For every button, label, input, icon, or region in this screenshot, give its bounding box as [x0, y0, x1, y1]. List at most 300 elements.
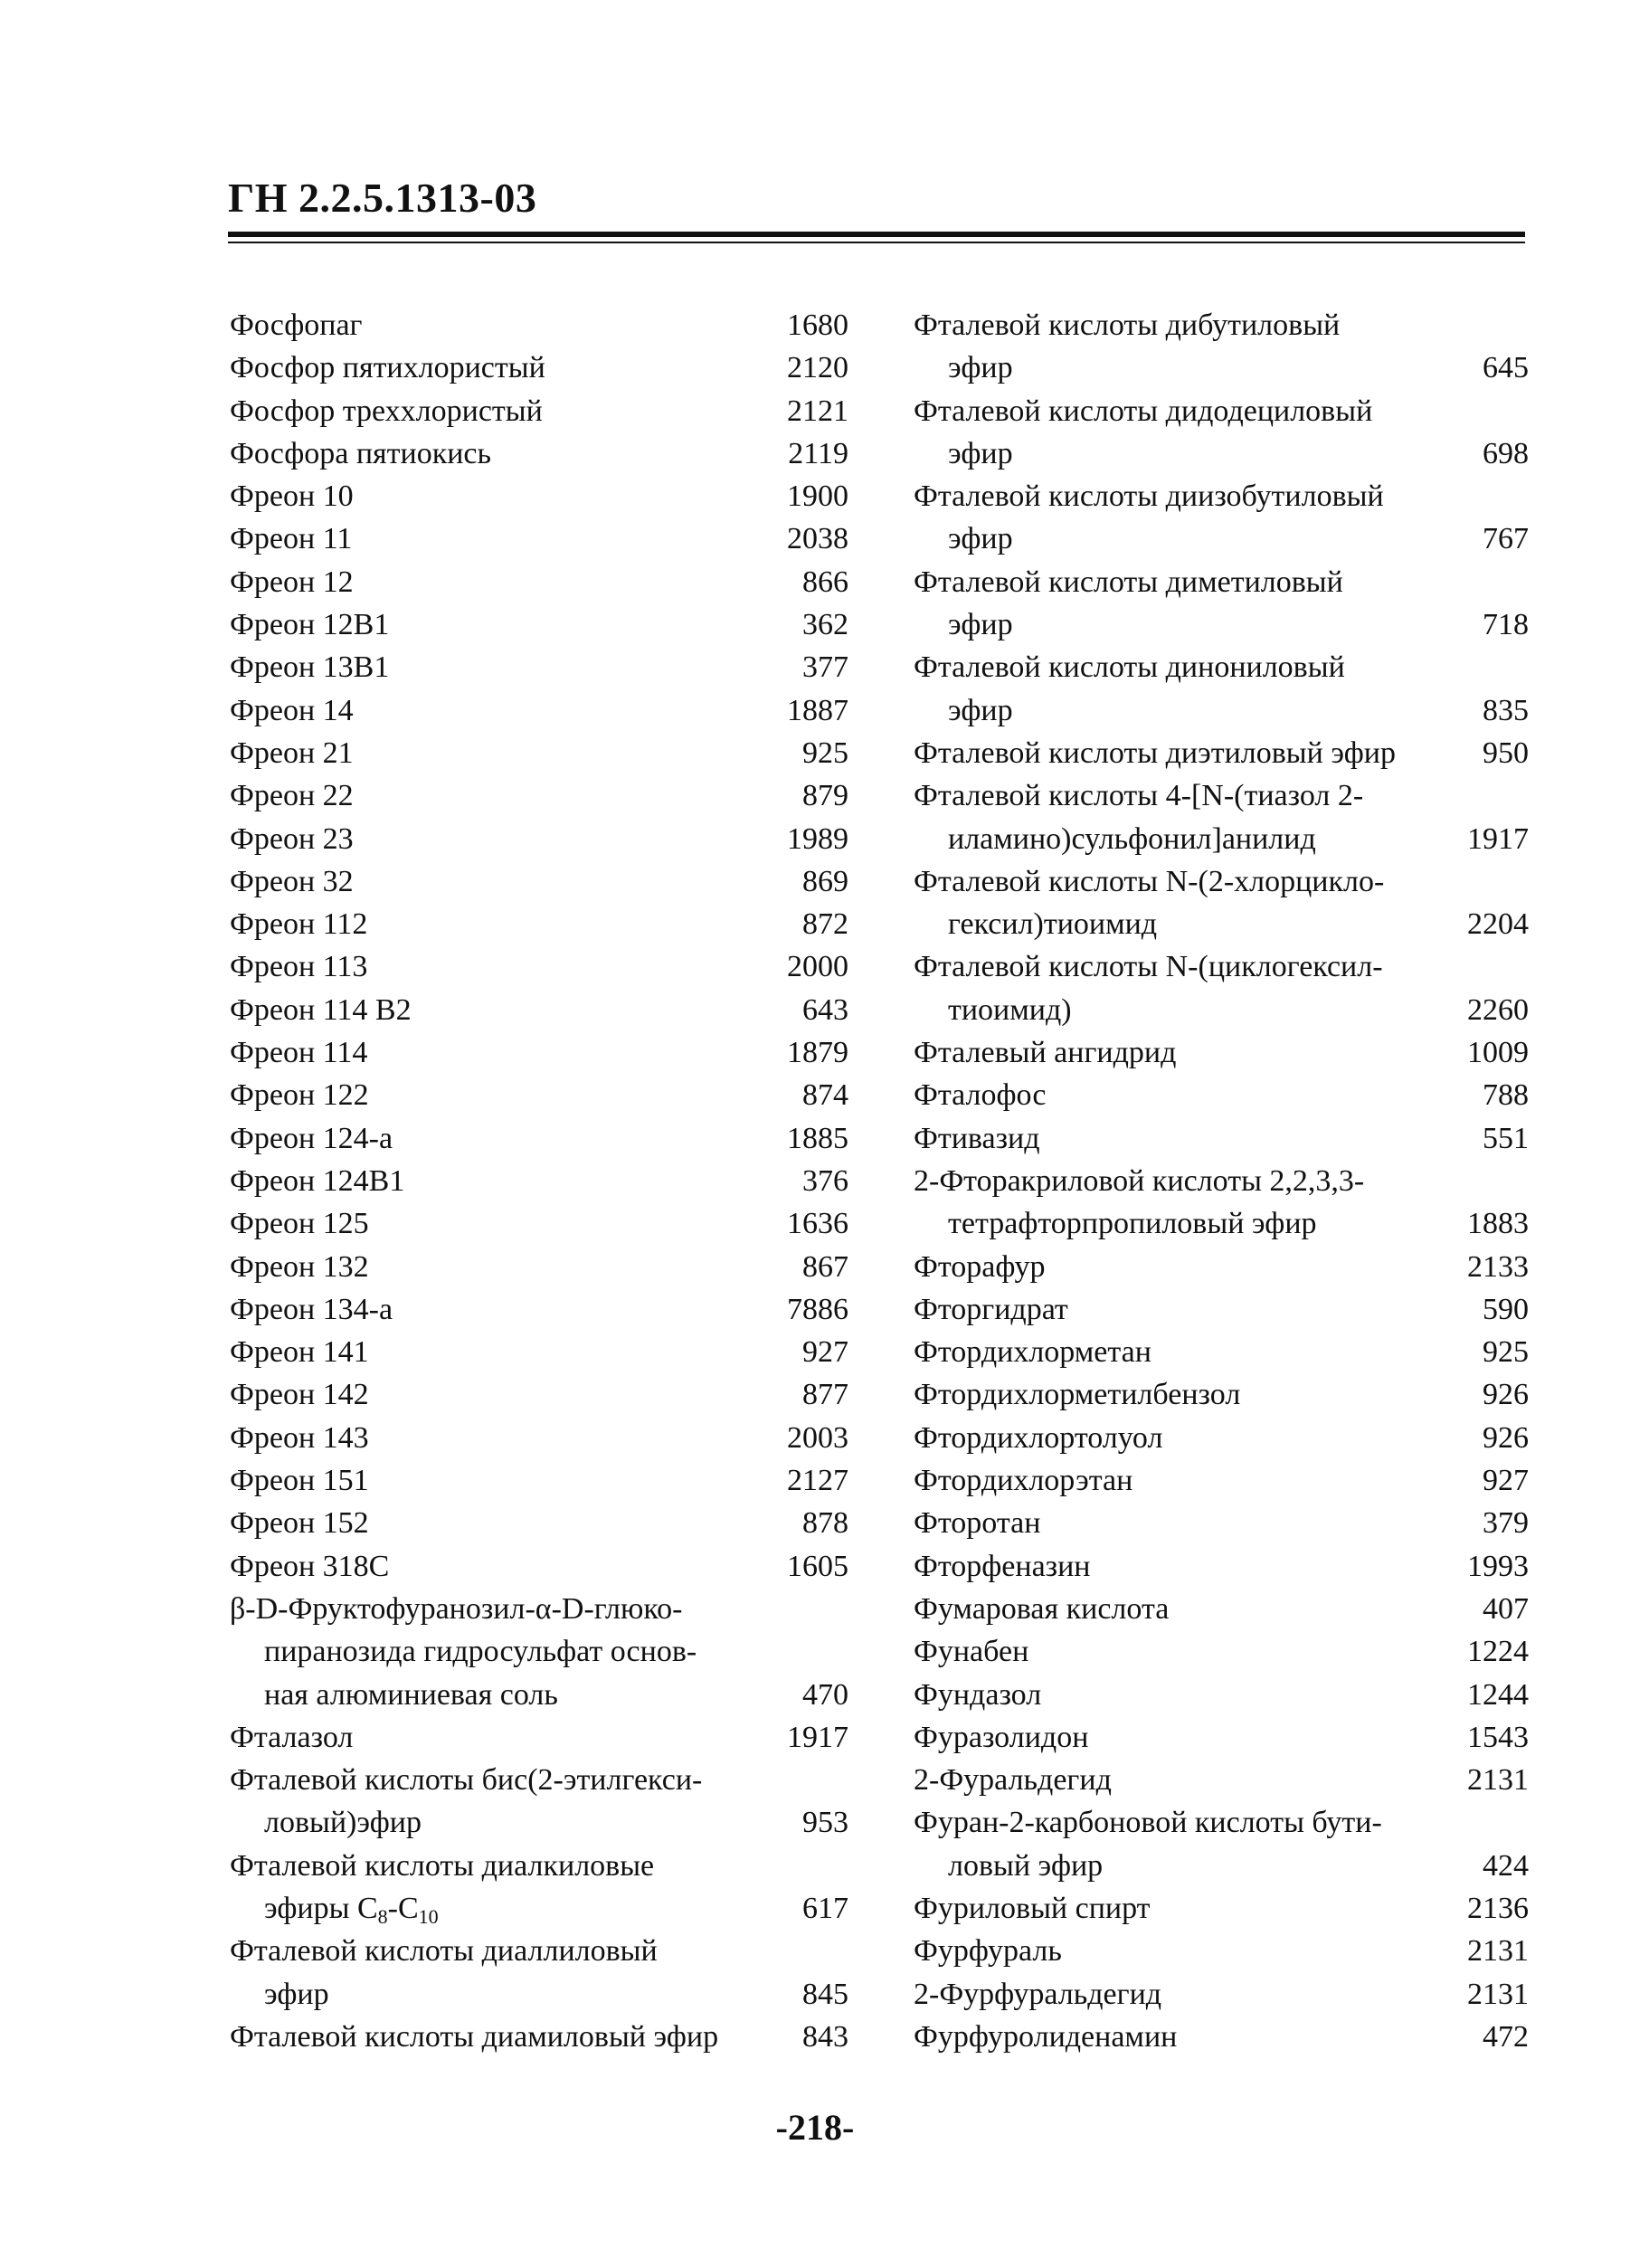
- index-term: Фреон 318С: [230, 1549, 390, 1583]
- index-entry-line: [914, 774, 1529, 817]
- index-entry: [230, 517, 848, 560]
- index-entry: [230, 1160, 848, 1202]
- index-entry-line: [230, 1117, 848, 1160]
- index-entry-line: [230, 432, 848, 475]
- index-term: β-D-Фруктофуранозил-α-D-глюко-: [230, 1591, 683, 1626]
- index-entry-line: [230, 818, 848, 860]
- index-page-ref: 377: [802, 650, 848, 685]
- index-entry-line: [914, 1031, 1529, 1074]
- index-entry-line: [914, 603, 1529, 646]
- index-term: пиранозида гидросульфат основ-: [264, 1635, 697, 1669]
- index-entry-line: [914, 475, 1529, 517]
- index-term: Фунабен: [914, 1635, 1029, 1669]
- index-term: Фреон 142: [230, 1378, 369, 1412]
- index-entry-line: [914, 304, 1529, 346]
- index-page-ref: 470: [802, 1677, 848, 1712]
- index-page-ref: 1917: [1467, 821, 1529, 856]
- index-entry-line: [230, 945, 848, 988]
- index-entry-line: [914, 1930, 1529, 1972]
- index-term: Фреон 22: [230, 779, 354, 813]
- index-term: Фталевой кислоты дибутиловый: [914, 308, 1341, 342]
- index-term: Фреон 10: [230, 479, 354, 514]
- index-term: Фреон 125: [230, 1207, 369, 1241]
- index-term: Фреон 112: [230, 907, 368, 942]
- index-entry-line: [230, 1202, 848, 1245]
- index-entry-line: [914, 1074, 1529, 1116]
- index-term: Фреон 143: [230, 1420, 369, 1455]
- index-entry: [914, 1074, 1529, 1116]
- index-entry-line: [914, 1588, 1529, 1630]
- index-page-ref: 2133: [1467, 1249, 1529, 1284]
- index-page-ref: 643: [802, 992, 848, 1027]
- index-term: Фталевой кислоты диметиловый: [914, 565, 1343, 599]
- index-page-ref: 925: [1483, 1335, 1529, 1370]
- index-term: Фреон 152: [230, 1506, 369, 1541]
- index-entry-line: [230, 1074, 848, 1116]
- index-entry-line: [914, 1973, 1529, 2016]
- index-page-ref: 867: [802, 1249, 848, 1284]
- index-entry: [230, 1031, 848, 1074]
- index-page-ref: 379: [1483, 1506, 1529, 1541]
- index-term: Фталевый ангидрид: [914, 1036, 1177, 1070]
- index-entry: [914, 945, 1529, 1031]
- index-entry-line: [230, 1502, 848, 1544]
- index-entry-line: [914, 1716, 1529, 1759]
- index-term: Фреон 141: [230, 1335, 369, 1370]
- index-entry: [230, 1288, 848, 1331]
- index-term: Фреон 114: [230, 1036, 368, 1070]
- index-page-ref: 551: [1483, 1121, 1529, 1155]
- index-page-ref: 590: [1483, 1292, 1529, 1326]
- index-page-ref: 2119: [788, 436, 848, 470]
- index-entry-line: [230, 1801, 848, 1844]
- index-column-right: [914, 304, 1529, 2058]
- index-entry-line: [230, 1588, 848, 1630]
- index-entry-line: [230, 989, 848, 1031]
- index-entry-line: [230, 1845, 848, 1887]
- index-term: гексил)тиоимид: [948, 907, 1158, 942]
- index-entry: [230, 903, 848, 945]
- index-page-ref: 2038: [787, 522, 848, 556]
- index-entry: [230, 646, 848, 688]
- index-entry-line: [230, 732, 848, 774]
- index-entry-line: [914, 1288, 1529, 1331]
- index-term: эфир: [948, 608, 1013, 642]
- index-term: Фуран-2-карбоновой кислоты бути-: [914, 1806, 1382, 1840]
- index-entry: [914, 304, 1529, 390]
- index-term: Фреон 124-а: [230, 1121, 393, 1155]
- index-term: Фреон 12: [230, 565, 354, 599]
- index-term: Фторфеназин: [914, 1549, 1091, 1583]
- index-term: Фреон 12В1: [230, 608, 390, 642]
- index-term: Фталевой кислоты 4-[N-(тиазол 2-: [914, 779, 1364, 813]
- index-term: Фталевой кислоты бис(2-этилгекси-: [230, 1763, 703, 1798]
- index-term: Фуразолидон: [914, 1720, 1089, 1754]
- index-page-ref: 1917: [787, 1720, 848, 1754]
- index-entry-line: [914, 1331, 1529, 1373]
- index-entry-line: [914, 1502, 1529, 1544]
- index-entry: [914, 860, 1529, 946]
- index-entry: [230, 1588, 848, 1716]
- index-entry-line: [914, 1459, 1529, 1502]
- index-term: Фреон 113: [230, 950, 368, 984]
- index-term: тетрафторпропиловый эфир: [948, 1207, 1317, 1241]
- index-entry-line: [914, 2016, 1529, 2058]
- index-entry: [914, 475, 1529, 561]
- index-entry: [230, 1930, 848, 2016]
- index-term: Фосфопаг: [230, 308, 363, 342]
- index-column-left: [230, 304, 848, 2058]
- index-entry-line: [230, 517, 848, 560]
- index-entry: [914, 1459, 1529, 1502]
- index-term: Фреон 134-а: [230, 1292, 393, 1326]
- index-entry: [230, 1759, 848, 1845]
- index-entry-line: [914, 818, 1529, 860]
- index-term: Фталевой кислоты диалкиловые: [230, 1848, 655, 1883]
- index-page-ref: 843: [802, 2019, 848, 2054]
- index-entry-line: [230, 1630, 848, 1673]
- index-entry-line: [230, 1459, 848, 1502]
- index-entry-line: [230, 903, 848, 945]
- index-page-ref: 2131: [1467, 1934, 1529, 1969]
- index-entry-line: [230, 603, 848, 646]
- index-term: Фреон 132: [230, 1249, 369, 1284]
- index-page-ref: 926: [1483, 1420, 1529, 1455]
- index-entry-line: [230, 1246, 848, 1288]
- index-entry: [230, 1502, 848, 1544]
- index-term: Фреон 13В1: [230, 650, 390, 685]
- index-term: Фурфураль: [914, 1934, 1062, 1969]
- index-entry-line: [230, 1417, 848, 1459]
- index-page-ref: 1883: [1467, 1207, 1529, 1241]
- index-entry: [230, 1331, 848, 1373]
- index-page-ref: 2000: [787, 950, 848, 984]
- index-term: эфир: [948, 693, 1013, 727]
- index-term: эфир: [948, 351, 1013, 385]
- index-entry: [230, 304, 848, 346]
- index-term: Фталевой кислоты дидодециловый: [914, 394, 1373, 428]
- index-term: Фурфуролиденамин: [914, 2019, 1178, 2054]
- index-entry: [914, 774, 1529, 860]
- index-entry: [914, 2016, 1529, 2058]
- index-page-ref: 866: [802, 565, 848, 599]
- index-term: Фреон 151: [230, 1464, 369, 1498]
- index-entry-line: [914, 561, 1529, 603]
- index-entry-line: [914, 1759, 1529, 1801]
- index-entry: [914, 390, 1529, 476]
- index-entry: [914, 1502, 1529, 1544]
- index-entry: [914, 1801, 1529, 1887]
- index-entry-line: [914, 1674, 1529, 1716]
- index-term: Фосфора пятиокись: [230, 436, 492, 470]
- index-term: ловый)эфир: [264, 1806, 422, 1840]
- index-entry: [230, 945, 848, 988]
- index-entry-line: [914, 517, 1529, 560]
- index-term: Фтордихлорэтан: [914, 1464, 1133, 1498]
- index-term: эфир: [264, 1977, 329, 2011]
- index-term: ловый эфир: [948, 1848, 1104, 1883]
- index-entry: [230, 1117, 848, 1160]
- index-term: Фторгидрат: [914, 1292, 1068, 1326]
- index-entry-line: [230, 346, 848, 389]
- index-entry-line: [914, 1202, 1529, 1245]
- index-page-ref: 925: [802, 735, 848, 770]
- index-page-ref: 1989: [787, 821, 848, 856]
- index-page-ref: 1885: [787, 1121, 848, 1155]
- index-term: Фталевой кислоты N-(2-хлорцикло-: [914, 864, 1385, 898]
- index-entry: [914, 1331, 1529, 1373]
- index-term: Фтордихлорметилбензол: [914, 1378, 1241, 1412]
- index-page-ref: 869: [802, 864, 848, 898]
- index-entry-line: [914, 1417, 1529, 1459]
- index-page-ref: 2136: [1467, 1891, 1529, 1925]
- index-page-ref: 788: [1483, 1078, 1529, 1113]
- index-term: Фреон 23: [230, 821, 354, 856]
- index-entry: [230, 1202, 848, 1245]
- index-entry-line: [230, 689, 848, 732]
- index-page-ref: 2121: [787, 394, 848, 428]
- index-term: Фторафур: [914, 1249, 1046, 1284]
- index-term: Фталевой кислоты диамиловый эфир: [230, 2019, 719, 2054]
- index-page-ref: 872: [802, 907, 848, 942]
- index-term: иламино)сульфонил]анилид: [948, 821, 1316, 856]
- index-entry: [230, 1074, 848, 1116]
- index-term: эфиры $C_8-C_{10}$: [264, 1891, 439, 1928]
- index-term: Фталевой кислоты N-(циклогексил-: [914, 950, 1383, 984]
- index-entry-line: [914, 1630, 1529, 1673]
- index-entry-line: [230, 1887, 848, 1930]
- index-entry: [230, 561, 848, 603]
- index-entry: [914, 1545, 1529, 1588]
- index-entry-line: [230, 1759, 848, 1801]
- index-entry: [914, 1887, 1529, 1930]
- header-rule-thick: [228, 232, 1525, 237]
- index-page-ref: 845: [802, 1977, 848, 2011]
- index-page-ref: 767: [1483, 522, 1529, 556]
- index-page-ref: 698: [1483, 436, 1529, 470]
- page-number: -218-: [775, 2107, 855, 2148]
- index-term: Фреон 124В1: [230, 1163, 405, 1198]
- index-entry: [230, 818, 848, 860]
- index-entry: [914, 1117, 1529, 1160]
- index-page-ref: 2204: [1467, 907, 1529, 942]
- document-code-title: ГН 2.2.5.1313-03: [228, 175, 537, 221]
- index-entry: [914, 1373, 1529, 1416]
- index-entry-line: [230, 1160, 848, 1202]
- index-term: Фуриловый спирт: [914, 1891, 1151, 1925]
- index-entry: [914, 1160, 1529, 1246]
- index-entry-line: [914, 989, 1529, 1031]
- index-term: Фталевой кислоты диизобутиловый: [914, 479, 1384, 514]
- index-entry: [230, 732, 848, 774]
- index-page-ref: 1636: [787, 1207, 848, 1241]
- index-term: Фтордихлортолуол: [914, 1420, 1163, 1455]
- index-entry: [230, 346, 848, 389]
- index-term: Фреон 14: [230, 693, 354, 727]
- index-page-ref: 2003: [787, 1420, 848, 1455]
- index-page-ref: 835: [1483, 693, 1529, 727]
- index-entry: [230, 390, 848, 432]
- index-entry-line: [914, 1887, 1529, 1930]
- index-page-ref: 879: [802, 779, 848, 813]
- index-entry: [230, 603, 848, 646]
- index-entry-line: [230, 1973, 848, 2016]
- index-page-ref: 877: [802, 1378, 848, 1412]
- index-entry-line: [230, 1288, 848, 1331]
- index-entry: [914, 1930, 1529, 1972]
- index-entry-line: [230, 304, 848, 346]
- index-entry-line: [230, 774, 848, 817]
- index-page-ref: 2127: [787, 1464, 848, 1498]
- index-entry: [230, 1417, 848, 1459]
- index-page-ref: 1543: [1467, 1720, 1529, 1754]
- index-page-ref: 424: [1483, 1848, 1529, 1883]
- index-page-ref: 2120: [787, 351, 848, 385]
- index-entry: [914, 1630, 1529, 1673]
- index-term: Фтивазид: [914, 1121, 1040, 1155]
- index-page-ref: 472: [1483, 2019, 1529, 2054]
- index-entry: [230, 774, 848, 817]
- index-entry-line: [914, 860, 1529, 903]
- index-term: ная алюминиевая соль: [264, 1677, 558, 1712]
- index-page-ref: 2260: [1467, 992, 1529, 1027]
- index-page-ref: 927: [1483, 1464, 1529, 1498]
- index-entry: [914, 1417, 1529, 1459]
- index-page-ref: 926: [1483, 1378, 1529, 1412]
- index-entry-line: [230, 1545, 848, 1588]
- index-term: Фумаровая кислота: [914, 1591, 1170, 1626]
- index-entry: [914, 732, 1529, 774]
- index-entry: [914, 1588, 1529, 1630]
- index-page-ref: 1244: [1467, 1677, 1529, 1712]
- index-entry-line: [914, 1246, 1529, 1288]
- index-entry-line: [230, 1930, 848, 1972]
- index-entry-line: [230, 1031, 848, 1074]
- index-term: тиоимид): [948, 992, 1072, 1027]
- index-entry-line: [914, 689, 1529, 732]
- index-entry-line: [914, 1117, 1529, 1160]
- index-entry-line: [914, 732, 1529, 774]
- index-entry-line: [230, 646, 848, 688]
- index-term: Фталевой кислоты динониловый: [914, 650, 1345, 685]
- index-entry-line: [230, 475, 848, 517]
- index-page-ref: 362: [802, 608, 848, 642]
- index-entry-line: [914, 1373, 1529, 1416]
- index-entry: [230, 689, 848, 732]
- index-entry-line: [914, 432, 1529, 475]
- index-page-ref: 7886: [787, 1292, 848, 1326]
- index-term: Фосфор треххлористый: [230, 394, 543, 428]
- index-term: эфир: [948, 436, 1013, 470]
- header-rule-thin: [228, 242, 1525, 243]
- index-term: Фреон 21: [230, 735, 354, 770]
- index-entry: [914, 1674, 1529, 1716]
- index-entry: [230, 1716, 848, 1759]
- index-page-ref: 953: [802, 1806, 848, 1840]
- index-term: 2-Фурфуральдегид: [914, 1977, 1162, 2011]
- index-entry-line: [914, 1160, 1529, 1202]
- index-entry: [230, 432, 848, 475]
- index-term: Фреон 11: [230, 522, 353, 556]
- index-entry-line: [230, 561, 848, 603]
- index-page-ref: 718: [1483, 608, 1529, 642]
- index-entry-line: [914, 903, 1529, 945]
- index-term: Фтордихлорметан: [914, 1335, 1151, 1370]
- index-term: Фосфор пятихлористый: [230, 351, 545, 385]
- index-term: Фреон 122: [230, 1078, 369, 1113]
- index-entry-line: [914, 945, 1529, 988]
- index-page-ref: 1879: [787, 1036, 848, 1070]
- index-entry: [914, 1716, 1529, 1759]
- index-page-ref: 2131: [1467, 1763, 1529, 1798]
- index-page-ref: 874: [802, 1078, 848, 1113]
- index-page-ref: 1009: [1467, 1036, 1529, 1070]
- index-page-ref: 927: [802, 1335, 848, 1370]
- index-entry-line: [230, 1716, 848, 1759]
- index-entry-line: [914, 346, 1529, 389]
- index-term: Фреон 32: [230, 864, 354, 898]
- index-page-ref: 1887: [787, 693, 848, 727]
- index-term: 2-Фуральдегид: [914, 1763, 1112, 1798]
- index-page-ref: 950: [1483, 735, 1529, 770]
- index-entry: [230, 989, 848, 1031]
- index-entry: [914, 1973, 1529, 2016]
- index-entry: [230, 475, 848, 517]
- index-page-ref: 617: [802, 1891, 848, 1925]
- index-entry-line: [230, 390, 848, 432]
- index-page-ref: 1224: [1467, 1635, 1529, 1669]
- index-page-ref: 376: [802, 1163, 848, 1198]
- index-entry: [914, 646, 1529, 732]
- index-entry-line: [230, 1331, 848, 1373]
- index-entry-line: [914, 390, 1529, 432]
- index-entry: [230, 1373, 848, 1416]
- index-page-ref: 2131: [1467, 1977, 1529, 2011]
- index-term: Фталазол: [230, 1720, 354, 1754]
- index-entry-line: [914, 646, 1529, 688]
- index-entry: [230, 2016, 848, 2058]
- index-entry: [914, 1031, 1529, 1074]
- index-entry: [230, 1246, 848, 1288]
- index-term: Фталофос: [914, 1078, 1047, 1113]
- index-entry-line: [230, 1674, 848, 1716]
- index-entry-line: [914, 1801, 1529, 1844]
- index-entry: [230, 1459, 848, 1502]
- index-entry-line: [230, 860, 848, 903]
- index-page-ref: 1900: [787, 479, 848, 514]
- index-entry-line: [230, 1373, 848, 1416]
- index-entry: [914, 1759, 1529, 1801]
- index-page-ref: 407: [1483, 1591, 1529, 1626]
- index-entry: [230, 1845, 848, 1931]
- index-entry: [230, 1545, 848, 1588]
- index-page-ref: 1605: [787, 1549, 848, 1583]
- index-page-ref: 878: [802, 1506, 848, 1541]
- index-page-ref: 645: [1483, 351, 1529, 385]
- index-term: Фталевой кислоты диаллиловый: [230, 1934, 658, 1969]
- index-term: Фундазол: [914, 1677, 1042, 1712]
- index-term: Фреон 114 В2: [230, 992, 412, 1027]
- index-entry-line: [914, 1845, 1529, 1887]
- index-entry-line: [914, 1545, 1529, 1588]
- index-page-ref: 1993: [1467, 1549, 1529, 1583]
- index-term: эфир: [948, 522, 1013, 556]
- index-entry: [914, 1288, 1529, 1331]
- index-term: 2-Фторакриловой кислоты 2,2,3,3-: [914, 1163, 1365, 1198]
- index-entry: [914, 561, 1529, 647]
- index-entry: [230, 860, 848, 903]
- index-entry: [914, 1246, 1529, 1288]
